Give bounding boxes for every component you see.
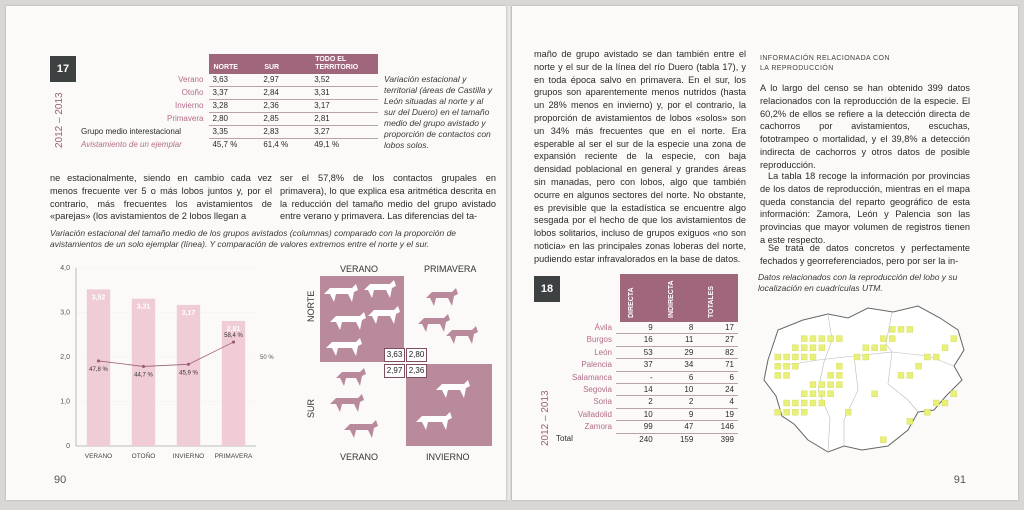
y-tick-label: 2,0 — [60, 354, 70, 361]
utm-cell-marker — [907, 372, 913, 378]
utm-cell-marker — [828, 382, 834, 388]
utm-cell-marker — [845, 409, 851, 415]
line-point — [232, 340, 235, 343]
utm-cell-marker — [810, 382, 816, 388]
utm-cell-marker — [907, 326, 913, 332]
utm-cell-marker — [872, 391, 878, 397]
cell: 399 — [720, 434, 734, 444]
utm-cell-marker — [863, 345, 869, 351]
utm-cell-marker — [907, 418, 913, 424]
row-label: Palencia — [581, 360, 612, 370]
utm-cell-marker — [924, 354, 930, 360]
row-label: Grupo medio interestacional — [81, 127, 182, 136]
bar-chart — [36, 258, 284, 468]
cell: 2,84 — [260, 87, 311, 100]
utm-cell-marker — [801, 336, 807, 342]
cell: 71 — [697, 359, 738, 371]
utm-cell-marker — [828, 336, 834, 342]
cell: 6 — [657, 371, 698, 383]
section-heading: INFORMACIÓN RELACIONADA CON LA REPRODUCCIÓN — [760, 55, 890, 72]
utm-cell-marker — [792, 409, 798, 415]
utm-cell-marker — [819, 391, 825, 397]
quadrant-label-bottom-right: INVIERNO — [426, 452, 470, 462]
utm-cell-marker — [942, 345, 948, 351]
quadrant-figure — [302, 264, 502, 472]
quadrant-label-top-left: VERANO — [340, 264, 379, 274]
table-col-header: NORTE — [209, 54, 260, 74]
quadrant-value: 2,80 — [406, 348, 427, 362]
utm-cell-marker — [854, 354, 860, 360]
cell: 17 — [697, 322, 738, 334]
utm-cell-marker — [863, 354, 869, 360]
body-text-col2b: La tabla 18 recoge la información por provincias de los datos de reproducción, mientras en el mapa queda constancia del reparto geográfico de esta información: Zamora, León y Palencia son las provincias que mayor volumen de registros tienen a este respecto. — [760, 171, 970, 245]
quadrant-label-top-right: PRIMAVERA — [424, 264, 477, 274]
utm-cell-marker — [836, 336, 842, 342]
utm-cell-marker — [916, 363, 922, 369]
utm-cell-marker — [819, 345, 825, 351]
cell: 53 — [616, 346, 657, 358]
utm-cell-marker — [775, 354, 781, 360]
row-label: León — [594, 347, 612, 357]
row-label: Verano — [178, 75, 204, 85]
utm-cell-marker — [784, 354, 790, 360]
cell: 24 — [697, 384, 738, 396]
cell: 3,17 — [311, 100, 378, 113]
line-value-label: 44,7 % — [134, 372, 153, 379]
utm-cell-marker — [898, 372, 904, 378]
cell: 2,81 — [311, 113, 378, 126]
utm-cell-marker — [889, 326, 895, 332]
cell: 3,63 — [209, 74, 260, 87]
cell: 146 — [697, 421, 738, 433]
row-label: Valladolid — [577, 409, 612, 419]
x-category-label: OTOÑO — [131, 453, 156, 460]
cell: 19 — [697, 408, 738, 420]
utm-cell-marker — [951, 336, 957, 342]
cell: 47 — [657, 421, 698, 433]
utm-cell-marker — [810, 354, 816, 360]
cell: 37 — [616, 359, 657, 371]
table-col-header: TOTALES — [708, 285, 715, 318]
utm-cell-marker — [889, 336, 895, 342]
table-row — [552, 359, 738, 371]
line-value-label: 47,8 % — [89, 366, 108, 373]
cell: 49,1 % — [314, 140, 340, 149]
cell: 29 — [657, 346, 698, 358]
utm-cell-marker — [872, 345, 878, 351]
utm-cell-marker — [819, 336, 825, 342]
row-label: Salamanca — [571, 372, 612, 382]
table-col-header: SUR — [260, 54, 311, 74]
utm-cell-marker — [810, 400, 816, 406]
cell: 2,97 — [260, 74, 311, 87]
row-label: Primavera — [166, 114, 204, 123]
table-total-row — [552, 433, 738, 445]
bar — [222, 321, 245, 446]
utm-cell-marker — [836, 363, 842, 369]
bar-value-label: 3,17 — [181, 309, 196, 317]
line-value-label: 58,4 % — [224, 333, 243, 340]
cell: 27 — [697, 334, 738, 346]
table-year-range: 2012 – 2013 — [540, 390, 551, 446]
line-value-label: 45,9 % — [179, 370, 198, 377]
quadrant-value: 2,97 — [384, 364, 405, 378]
bar-value-label: 3,31 — [136, 303, 151, 311]
cell: 2 — [616, 396, 657, 408]
table-row — [78, 87, 378, 100]
table-row — [78, 126, 378, 139]
cell: 2,83 — [260, 126, 311, 139]
row-label: Zamora — [584, 422, 612, 432]
table-row — [552, 371, 738, 383]
table-number-badge: 18 — [534, 276, 560, 302]
body-text-col2a: A lo largo del censo se han obtenido 399 datos relacionados con la reproducción de la especie. El 60,2% de ellos se refiere a la detección directa de cachorros por avistamientos, escuchas, fototrampeo o mortalidad, y el 39,8% a detección indirecta de cachorros y otros datos de posible reproducción. — [760, 83, 970, 170]
utm-cell-marker — [942, 400, 948, 406]
cell: 3,31 — [311, 87, 378, 100]
y-tick-label: 4,0 — [60, 265, 70, 272]
line-series — [99, 342, 234, 366]
utm-cell-marker — [880, 336, 886, 342]
utm-cell-marker — [933, 400, 939, 406]
utm-cell-marker — [810, 336, 816, 342]
utm-cell-marker — [775, 363, 781, 369]
quadrant-label-bottom-left: VERANO — [340, 452, 379, 462]
table-row — [552, 346, 738, 358]
x-category-label: PRIMAVERA — [214, 453, 253, 460]
row-label: Avistamiento de un ejemplar — [81, 139, 182, 149]
utm-cell-marker — [775, 409, 781, 415]
cell: 3,52 — [311, 74, 378, 87]
body-text-col1: ne estacionalmente, siendo en cambio cada vez menos frecuente ver 5 o más lobos juntos y, por el contrario, más frecuentes los avistamientos de «parejas» (los avistamientos de 2 lobos llegan a — [50, 173, 272, 222]
body-text-col2: ser el 57,8% de los contactos grupales en primavera), lo que explica esa aritmética descrita en la reducción del tamaño medio del grupo avistado entre verano y primavera. Las diferencias del ta- — [280, 173, 496, 222]
utm-cell-marker — [792, 354, 798, 360]
utm-cell-marker — [819, 382, 825, 388]
line-point — [142, 365, 145, 368]
cell: 9 — [657, 408, 698, 420]
row-label: Otoño — [181, 88, 204, 97]
table-17 — [78, 54, 378, 151]
y-tick-label: 0 — [66, 443, 70, 450]
table-row — [552, 408, 738, 420]
utm-map — [758, 300, 972, 462]
row-label: Invierno — [174, 101, 204, 110]
row-label: Ávila — [594, 323, 612, 333]
table-number-badge: 17 — [50, 56, 76, 82]
y-tick-label: 3,0 — [60, 309, 70, 317]
table-row — [78, 100, 378, 113]
utm-cell-marker — [828, 372, 834, 378]
cell: 2,85 — [260, 113, 311, 126]
row-label: Soria — [593, 397, 612, 407]
cell: 34 — [657, 359, 698, 371]
cell: 3,28 — [209, 100, 260, 113]
cell: 9 — [616, 322, 657, 334]
quadrant-value: 2,36 — [406, 364, 427, 378]
page-number: 91 — [953, 474, 966, 486]
figure-caption: Variación estacional del tamaño medio de los grupos avistados (columnas) comparado con la proporción de avistamientos de un solo ejemplar (línea). Y comparación de valores extremos entre el norte y el sur. — [50, 228, 457, 249]
cell: 61,4 % — [263, 140, 289, 149]
table-col-header: INDIRECTA — [668, 280, 675, 318]
cell: 16 — [616, 334, 657, 346]
cell: 2 — [657, 396, 698, 408]
utm-cell-marker — [784, 409, 790, 415]
cell: 8 — [657, 322, 698, 334]
utm-cell-marker — [836, 382, 842, 388]
row-label: Total — [556, 434, 573, 444]
table-row — [552, 421, 738, 433]
table-row — [552, 396, 738, 408]
utm-cell-marker — [801, 400, 807, 406]
chart-svg — [36, 258, 284, 468]
bar-value-label: 2,81 — [226, 325, 241, 333]
quadrant-value: 3,63 — [384, 348, 405, 362]
utm-cell-marker — [880, 345, 886, 351]
utm-cell-marker — [933, 354, 939, 360]
table-row — [552, 322, 738, 334]
cell: 159 — [679, 434, 694, 444]
y-tick-label: 1,0 — [60, 398, 70, 406]
cell: 240 — [639, 434, 653, 444]
line-point — [97, 359, 100, 362]
utm-cell-marker — [801, 345, 807, 351]
x-category-label: INVIERNO — [172, 453, 205, 460]
table-18 — [552, 322, 738, 445]
table-row — [78, 139, 378, 152]
utm-cell-marker — [828, 391, 834, 397]
utm-cell-marker — [792, 345, 798, 351]
cell: 4 — [697, 396, 738, 408]
left-page — [6, 6, 506, 500]
utm-cell-marker — [836, 372, 842, 378]
table-row — [552, 384, 738, 396]
map-svg — [758, 300, 972, 462]
utm-cell-marker — [784, 400, 790, 406]
bar-value-label: 3,52 — [91, 294, 106, 302]
table-row — [552, 334, 738, 346]
utm-cell-marker — [898, 326, 904, 332]
cell: 2,80 — [209, 113, 260, 126]
table-col-header: DIRECTA — [628, 287, 635, 318]
cell: 99 — [616, 421, 657, 433]
body-text-col2c: Se trata de datos concretos y perfectamente fechados y georreferenciados, pero por ser la in- — [760, 243, 970, 266]
cell: 14 — [616, 384, 657, 396]
cell: 45,7 % — [212, 140, 238, 149]
table-year-range: 2012 – 2013 — [54, 92, 65, 148]
cell: 3,35 — [209, 126, 260, 139]
utm-cell-marker — [801, 391, 807, 397]
cell: 3,37 — [209, 87, 260, 100]
cell: 3,27 — [311, 126, 378, 139]
utm-cell-marker — [810, 391, 816, 397]
body-text-col1: maño de grupo avistado se dan también entre el norte y el sur de la línea del río Duero (tabla 17), y en toda época salvo en primavera. En el sur, los grupos son aparentemente menos nutridos (hasta un 28% menos en invierno) y, por el contrario, la proporción de avistamientos de lobos «solos» son un 34% más frecuentes que en el norte. Era esperable al ser el sur de la especie una zona de expansión reciente de la especie, con baja densidad poblacional en general y grandes áreas sin manadas, pero con lobos, algo que también ocurre en algunos sectores del norte. No obstante, es previsible que la estadística se encuentre algo sesgada por el hecho de que los avistamientos de lobos solitarios, incluso de grupos exiguos «no son noticia» en las principales zonas loberas del norte, pudiendo estar infravalorados en la base de datos. — [534, 49, 746, 264]
utm-cell-marker — [801, 354, 807, 360]
cell: 2,36 — [260, 100, 311, 113]
secondary-axis-label: 50 % — [260, 355, 274, 361]
row-label: Burgos — [586, 335, 612, 345]
x-category-label: VERANO — [84, 453, 113, 460]
cell: - — [616, 371, 657, 383]
utm-cell-marker — [775, 372, 781, 378]
utm-cell-marker — [792, 400, 798, 406]
cell: 10 — [616, 408, 657, 420]
map-caption: Datos relacionados con la reproducción del lobo y su localización en cuadrículas UTM. — [758, 272, 958, 293]
table-17-caption: Variación estacional y territorial (áreas de Castilla y León situadas al norte y al sur del Duero) en el tamaño medio del grupo avistado y proporción de contactos con lobos solos. — [384, 74, 493, 150]
cell: 10 — [657, 384, 698, 396]
utm-cell-marker — [792, 363, 798, 369]
quadrant-side-top: NORTE — [306, 290, 316, 322]
utm-cell-marker — [801, 409, 807, 415]
utm-cell-marker — [819, 400, 825, 406]
utm-cell-marker — [784, 363, 790, 369]
row-label: Segovia — [583, 385, 612, 395]
quadrant-side-bottom: SUR — [306, 398, 316, 418]
table-row — [78, 74, 378, 87]
utm-cell-marker — [951, 391, 957, 397]
line-point — [187, 363, 190, 366]
table-18-header — [620, 274, 738, 322]
table-row — [78, 113, 378, 126]
table-col-header: TODO EL TERRITORIO — [311, 54, 378, 74]
page-number: 90 — [54, 474, 67, 486]
cell: 11 — [657, 334, 698, 346]
utm-cell-marker — [880, 437, 886, 443]
utm-cell-marker — [810, 345, 816, 351]
utm-cell-marker — [784, 372, 790, 378]
cell: 82 — [697, 346, 738, 358]
cell: 6 — [697, 371, 738, 383]
utm-cell-marker — [924, 409, 930, 415]
right-page — [512, 6, 1018, 500]
